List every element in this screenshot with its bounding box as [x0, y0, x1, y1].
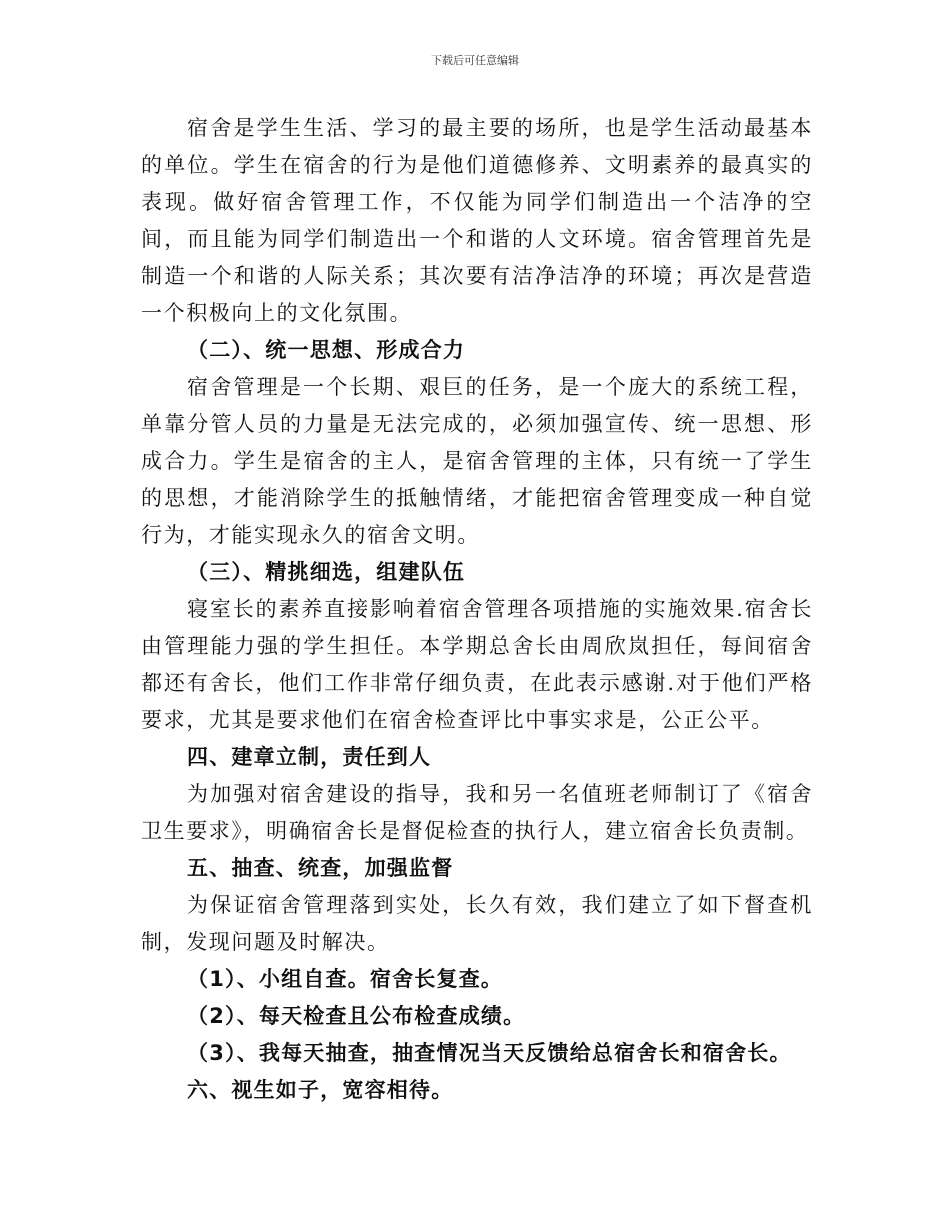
list-item-3: （3）、我每天抽查，抽查情况当天反馈给总宿舍长和宿舍长。: [187, 1041, 792, 1065]
section-heading-6: 六、视生如子，宽容相待。: [187, 1078, 454, 1102]
paragraph-supervision: 为保证宿舍管理落到实处，长久有效，我们建立了如下督查机制，发现问题及时解决。: [141, 893, 813, 954]
list-item-1: （1）、小组自查。宿舍长复查。: [187, 967, 504, 991]
section-heading-2: （二）、统一思想、形成合力: [187, 338, 466, 362]
list-item-2: （2）、每天检查且公布检查成绩。: [187, 1004, 526, 1028]
section-heading-4: 四、建章立制，责任到人: [187, 745, 432, 769]
document-body: [141, 110, 813, 1109]
paragraph-team-building: 寝室长的素养直接影响着宿舍管理各项措施的实施效果.宿舍长由管理能力强的学生担任。本学期总舍长由周欣岚担任，每间宿舍都还有舍长，他们工作非常仔细负责，在此表示感谢.对于他们严格要求，尤其是要求他们在宿舍检查评比中事实求是，公正公平。: [141, 597, 813, 732]
header-note: 下载后可任意编辑: [431, 54, 519, 67]
paragraph-rules: 为加强对宿舍建设的指导，我和另一名值班老师制订了《宿舍卫生要求》，明确宿舍长是督促检查的执行人，建立宿舍长负责制。: [141, 782, 813, 843]
paragraph-unify-thinking: 宿舍管理是一个长期、艰巨的任务，是一个庞大的系统工程，单靠分管人员的力量是无法完成的，必须加强宣传、统一思想、形成合力。学生是宿舍的主人，是宿舍管理的主体，只有统一了学生的思想，才能消除学生的抵触情绪，才能把宿舍管理变成一种自觉行为，才能实现永久的宿舍文明。: [141, 375, 813, 547]
section-heading-3: （三）、精挑细选，组建队伍: [187, 560, 466, 584]
paragraph-intro: 宿舍是学生生活、学习的最主要的场所，也是学生活动最基本的单位。学生在宿舍的行为是他们道德修养、文明素养的最真实的表现。做好宿舍管理工作，不仅能为同学们制造出一个洁净的空间，而且能为同学们制造出一个和谐的人文环境。宿舍管理首先是制造一个和谐的人际关系；其次要有洁净洁净的环境；再次是营造一个积极向上的文化氛围。: [141, 116, 813, 325]
section-heading-5: 五、抽查、统查，加强监督: [187, 856, 454, 880]
